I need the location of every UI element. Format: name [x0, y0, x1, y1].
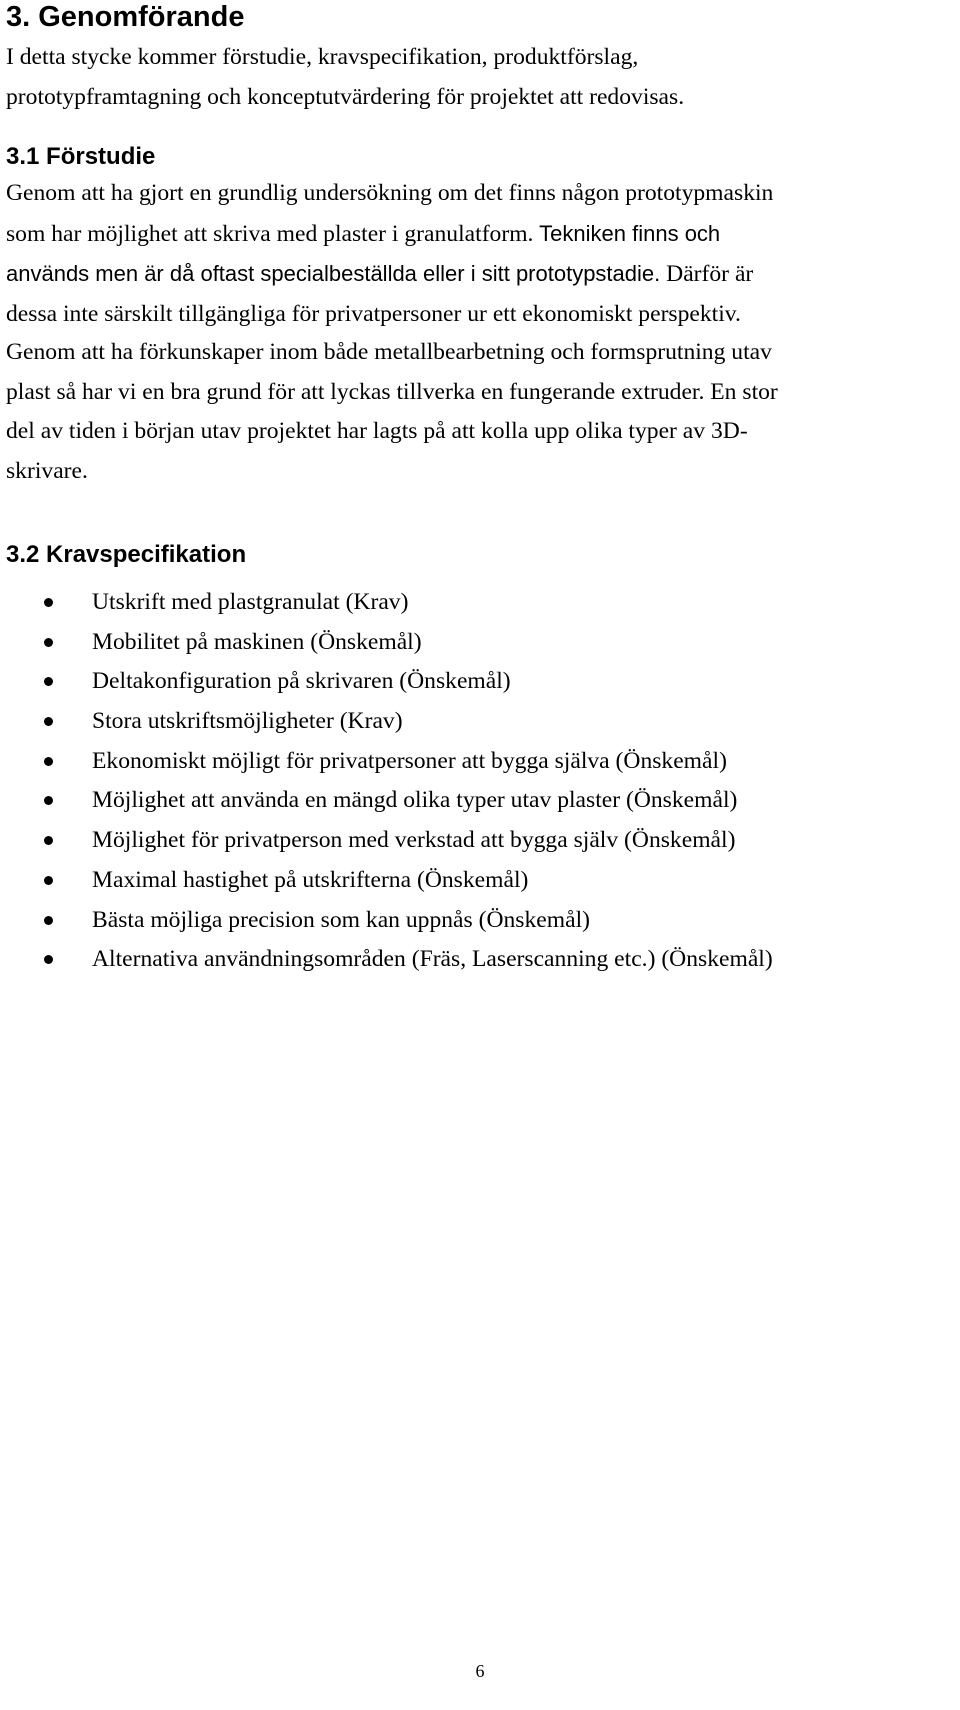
bullet-icon [44, 757, 53, 766]
list-item-text: Maximal hastighet på utskrifterna (Önskemål) [92, 866, 529, 893]
forstudie-p1-line-2 [6, 214, 951, 255]
section-heading: 3. Genomförande [6, 1, 245, 33]
forstudie-p1-text-d: Därför är [660, 261, 754, 287]
list-item [0, 623, 960, 663]
forstudie-p1-line-3 [6, 254, 951, 295]
requirements-list [0, 583, 960, 980]
list-item-text: Bästa möjliga precision som kan uppnås (Önskemål) [92, 906, 590, 933]
bullet-icon [44, 955, 53, 964]
bullet-icon [44, 638, 53, 647]
list-item-text: Utskrift med plastgranulat (Krav) [92, 589, 409, 615]
bullet-icon [44, 876, 53, 885]
list-item [0, 940, 960, 980]
bullet-icon [44, 598, 53, 607]
forstudie-p1-text-c: används men är då oftast specialbeställda eller i sitt prototypstadie. [6, 261, 661, 286]
list-item [0, 583, 960, 623]
list-item-text: Alternativa användningsområden (Fräs, Laserscanning etc.) (Önskemål) [92, 946, 773, 973]
bullet-icon [44, 916, 53, 925]
forstudie-p1-text-b: Tekniken finns och [533, 220, 721, 246]
forstudie-p2-line-2: plast så har vi en bra grund för att lyckas tillverka en fungerande extruder. En stor [6, 378, 778, 405]
forstudie-p1-line-1: Genom att ha gjort en grundlig undersökning om det finns någon prototypmaskin [6, 180, 774, 206]
list-item-text: Deltakonfiguration på skrivaren (Önskemål) [92, 668, 511, 695]
forstudie-heading: 3.1 Förstudie [6, 143, 156, 170]
bullet-icon [44, 796, 53, 805]
list-item [0, 821, 960, 861]
list-item-text: Möjlighet att använda en mängd olika typer utav plaster (Önskemål) [92, 787, 738, 814]
page-number: 6 [475, 1661, 485, 1681]
intro-line-2: prototypframtagning och konceptutvärdering för projektet att redovisas. [6, 83, 685, 110]
intro-paragraph [6, 38, 951, 117]
list-item-text: Möjlighet för privatperson med verkstad att bygga själv (Önskemål) [92, 827, 736, 854]
list-item [0, 742, 960, 782]
bullet-icon [44, 677, 53, 686]
list-item [0, 901, 960, 941]
forstudie-p1-text-a: som har möjlighet att skriva med plaster i granulatform. [6, 220, 534, 247]
forstudie-paragraph-2 [6, 333, 951, 491]
list-item [0, 662, 960, 702]
intro-line-1: I detta stycke kommer förstudie, kravspecifikation, produktförslag, [6, 44, 639, 70]
forstudie-p2-line-1: Genom att ha förkunskaper inom både metallbearbetning och formsprutning utav [6, 339, 772, 365]
forstudie-p1-line-4: dessa inte särskilt tillgängliga för privatpersoner ur ett ekonomiskt perspektiv. [6, 300, 741, 327]
list-item-text: Stora utskriftsmöjligheter (Krav) [92, 708, 403, 735]
list-item-text: Ekonomiskt möjligt för privatpersoner att bygga själva (Önskemål) [92, 747, 727, 774]
list-item-text: Mobilitet på maskinen (Önskemål) [92, 628, 422, 655]
bullet-icon [44, 836, 53, 845]
bullet-icon [44, 717, 53, 726]
forstudie-paragraph-1 [6, 174, 951, 334]
forstudie-p2-line-3: del av tiden i början utav projektet har lagts på att kolla upp olika typer av 3D- [6, 418, 748, 444]
forstudie-p2-line-4: skrivare. [6, 457, 88, 484]
list-item [0, 861, 960, 901]
list-item [0, 781, 960, 821]
list-item [0, 702, 960, 742]
kravspecifikation-heading: 3.2 Kravspecifikation [6, 541, 247, 568]
